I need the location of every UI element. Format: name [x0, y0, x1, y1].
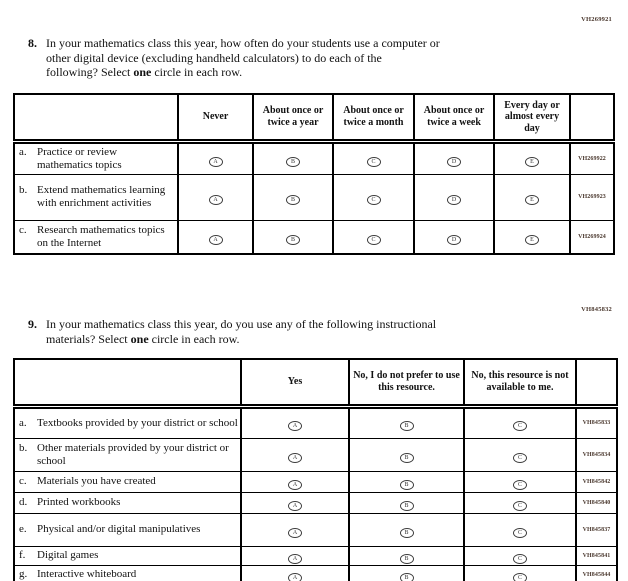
q9-text	[46, 317, 436, 346]
q8-col-every-day: Every day or almost every day	[494, 94, 570, 141]
q8-a-option-cell	[494, 141, 570, 174]
q9-e-option-cell	[464, 513, 576, 546]
q9-g-option-cell	[349, 565, 464, 581]
q9-d-option-cell	[349, 492, 464, 513]
q8-corner-cell	[14, 94, 178, 141]
q8-row-c	[14, 220, 614, 254]
q8-row-a-code: VH269922	[570, 141, 614, 174]
q8-row-c-code: VH269924	[570, 220, 614, 254]
q9-line2: materials? Select one circle in each row.	[46, 331, 240, 346]
bubble-a[interactable]: A	[209, 235, 223, 245]
bubble-c[interactable]: C	[513, 453, 527, 463]
bubble-b[interactable]: B	[286, 235, 300, 245]
bubble-c[interactable]: C	[513, 528, 527, 538]
q9-row-c	[14, 471, 617, 492]
q8-c-option-cell	[414, 220, 494, 254]
q9-row-b-code: VH845834	[576, 438, 617, 471]
q8-header-row	[14, 94, 614, 141]
q9-row-f-code: VH845841	[576, 546, 617, 565]
bubble-b[interactable]: B	[286, 157, 300, 167]
q8-b-option-cell	[253, 174, 333, 220]
bubble-b[interactable]: B	[400, 501, 414, 511]
q9-corner-cell	[14, 359, 241, 406]
bubble-c[interactable]: C	[367, 235, 381, 245]
q9-col-no-prefer: No, I do not prefer to use this resource.	[349, 359, 464, 406]
q9-f-option-cell	[349, 546, 464, 565]
bubble-d[interactable]: D	[447, 195, 461, 205]
bubble-a[interactable]: A	[288, 554, 302, 564]
q8-number: 8.	[28, 36, 37, 50]
q9-c-option-cell	[349, 471, 464, 492]
q9-row-g	[14, 565, 617, 581]
q8-a-option-cell	[253, 141, 333, 174]
q9-row-b	[14, 438, 617, 471]
q8-text	[46, 36, 440, 80]
q8-b-option-cell	[333, 174, 414, 220]
q9-row-e-code: VH845837	[576, 513, 617, 546]
q9-a-option-cell	[241, 406, 349, 438]
q9-row-f	[14, 546, 617, 565]
q8-answer-table	[13, 93, 615, 255]
q8-line3: following? Select one circle in each row.	[46, 65, 243, 79]
q9-c-option-cell	[241, 471, 349, 492]
q8-row-a-label: a. Practice or review mathematics topics	[19, 145, 122, 171]
bubble-e[interactable]: E	[525, 235, 539, 245]
bubble-b[interactable]: B	[400, 421, 414, 431]
q8-line2: other digital device (excluding handheld calculators) to do each of the	[46, 50, 382, 65]
q8-line1: In your mathematics class this year, how often do your students use a computer or	[46, 36, 440, 50]
q9-d-option-cell	[241, 492, 349, 513]
q9-row-g-label: g. Interactive whiteboard	[19, 568, 137, 580]
q9-row-e-label: e. Physical and/or digital manipulatives	[19, 523, 201, 535]
q8-col-once-week: About once or twice a week	[414, 94, 494, 141]
bubble-c[interactable]: C	[513, 501, 527, 511]
q9-line1: In your mathematics class this year, do you use any of the following instructional	[46, 317, 437, 331]
q9-b-option-cell	[241, 438, 349, 471]
q8-row-b-label: b. Extend mathematics learning with enrichment activities	[19, 184, 166, 209]
q8-col-once-month: About once or twice a month	[333, 94, 414, 141]
q9-row-e	[14, 513, 617, 546]
bubble-a[interactable]: A	[288, 501, 302, 511]
q8-a-option-cell	[414, 141, 494, 174]
q9-row-a-code: VH845833	[576, 406, 617, 438]
question-8	[28, 36, 573, 80]
q9-e-option-cell	[241, 513, 349, 546]
q8-col-once-year: About once or twice a year	[253, 94, 333, 141]
q9-e-option-cell	[349, 513, 464, 546]
bubble-d[interactable]: D	[447, 157, 461, 167]
q9-row-a-label: a. Textbooks provided by your district or school	[19, 416, 238, 429]
bubble-b[interactable]: B	[400, 528, 414, 538]
q9-b-option-cell	[464, 438, 576, 471]
q9-row-c-label: c. Materials you have created	[19, 475, 156, 487]
bubble-b[interactable]: B	[400, 453, 414, 463]
q9-row-d-code: VH845840	[576, 492, 617, 513]
bubble-e[interactable]: E	[525, 195, 539, 205]
q8-a-option-cell	[333, 141, 414, 174]
q8-c-option-cell	[253, 220, 333, 254]
q8-accession-code: VH269921	[581, 16, 612, 23]
q9-col-yes: Yes	[241, 359, 349, 406]
q9-b-option-cell	[349, 438, 464, 471]
bubble-a[interactable]: A	[209, 157, 223, 167]
q8-c-option-cell	[494, 220, 570, 254]
q8-code-col-header	[570, 94, 614, 141]
q9-g-option-cell	[241, 565, 349, 581]
bubble-a[interactable]: A	[288, 528, 302, 538]
bubble-e[interactable]: E	[525, 157, 539, 167]
q9-row-d	[14, 492, 617, 513]
q8-c-option-cell	[333, 220, 414, 254]
q9-header-row	[14, 359, 617, 406]
q9-a-option-cell	[349, 406, 464, 438]
question-9	[28, 317, 573, 346]
bubble-c[interactable]: C	[513, 554, 527, 564]
q8-b-option-cell	[414, 174, 494, 220]
q8-row-b	[14, 174, 614, 220]
bubble-d[interactable]: D	[447, 235, 461, 245]
q9-row-g-code: VH845844	[576, 565, 617, 581]
q8-row-a	[14, 141, 614, 174]
bubble-c[interactable]: C	[513, 421, 527, 431]
q8-a-option-cell	[178, 141, 253, 174]
q9-answer-table	[13, 358, 618, 581]
q9-accession-code: VH845832	[581, 306, 612, 313]
q8-b-option-cell	[178, 174, 253, 220]
q9-f-option-cell	[464, 546, 576, 565]
bubble-a[interactable]: A	[288, 421, 302, 431]
q9-code-col-header	[576, 359, 617, 406]
q9-row-b-label: b. Other materials provided by your district or school	[19, 441, 229, 467]
bubble-a[interactable]: A	[209, 195, 223, 205]
bubble-c[interactable]: C	[513, 573, 527, 581]
bubble-b[interactable]: B	[400, 554, 414, 564]
q9-d-option-cell	[464, 492, 576, 513]
bubble-b[interactable]: B	[286, 195, 300, 205]
q9-row-f-label: f. Digital games	[19, 549, 99, 561]
q9-row-a	[14, 406, 617, 438]
q8-row-c-label: c. Research mathematics topics on the Internet	[19, 223, 165, 249]
q9-c-option-cell	[464, 471, 576, 492]
bubble-a[interactable]: A	[288, 480, 302, 490]
bubble-c[interactable]: C	[367, 195, 381, 205]
bubble-c[interactable]: C	[367, 157, 381, 167]
q9-a-option-cell	[464, 406, 576, 438]
q9-col-no-available: No, this resource is not available to me.	[464, 359, 576, 406]
q9-row-c-code: VH845842	[576, 471, 617, 492]
bubble-b[interactable]: B	[400, 480, 414, 490]
bubble-a[interactable]: A	[288, 573, 302, 581]
q9-f-option-cell	[241, 546, 349, 565]
q9-g-option-cell	[464, 565, 576, 581]
q8-row-b-code: VH269923	[570, 174, 614, 220]
q9-number: 9.	[28, 317, 37, 331]
q8-col-never: Never	[178, 94, 253, 141]
q8-b-option-cell	[494, 174, 570, 220]
q9-row-d-label: d. Printed workbooks	[19, 496, 121, 508]
bubble-a[interactable]: A	[288, 453, 302, 463]
bubble-b[interactable]: B	[400, 573, 414, 581]
bubble-c[interactable]: C	[513, 480, 527, 490]
q8-c-option-cell	[178, 220, 253, 254]
